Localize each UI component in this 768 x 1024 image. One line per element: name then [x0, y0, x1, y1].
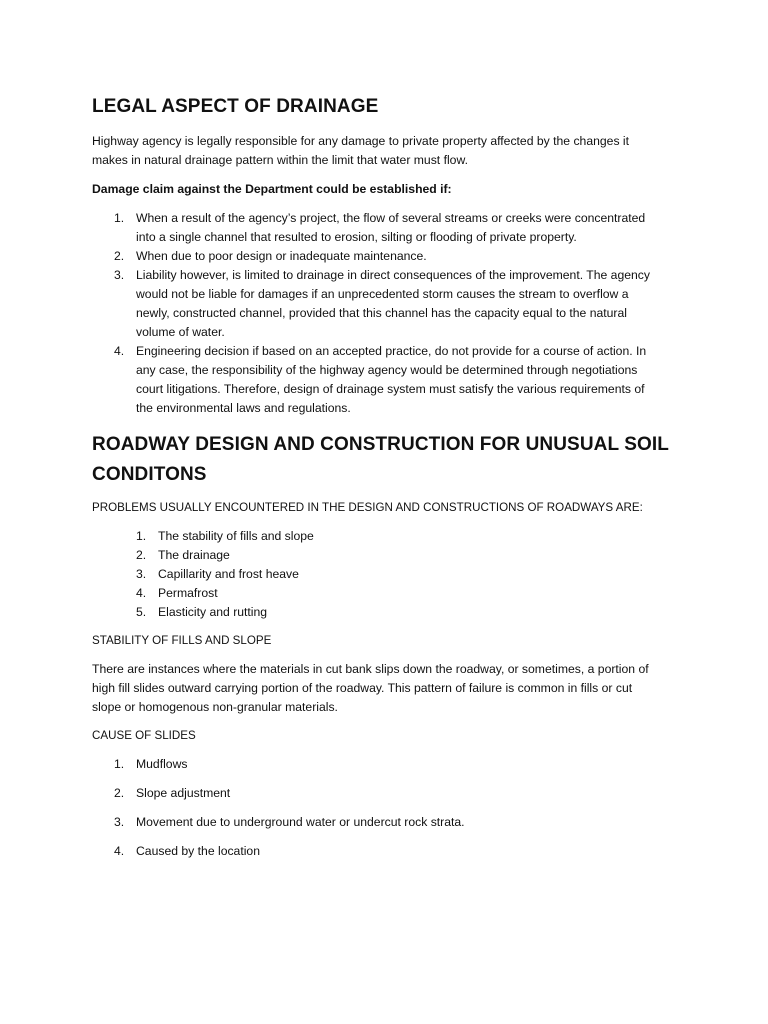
list-item	[136, 546, 676, 565]
list-item-line: Liability however, is limited to drainage in direct consequences of the improvement. The agency	[136, 268, 650, 282]
list-item-line: When due to poor design or inadequate maintenance.	[136, 249, 427, 263]
list-item-line: Engineering decision if based on an accepted practice, do not provide for a course of action. In	[136, 344, 647, 358]
list-item	[136, 584, 676, 603]
list-item-text: Mudflows	[136, 757, 188, 771]
list-item	[114, 209, 694, 247]
intro-line: Highway agency is legally responsible for any damage to private property affected by the changes it	[92, 134, 630, 148]
list-item	[136, 565, 676, 584]
list-item-line: any case, the responsibility of the highway agency would be determined through negotiations	[136, 363, 638, 377]
list-item-line: would not be liable for damages if an unprecedented storm causes the stream to overflow a	[136, 287, 629, 301]
list-item-line: volume of water.	[136, 325, 225, 339]
list-item-text: Elasticity and rutting	[158, 605, 268, 619]
cause-heading: CAUSE OF SLIDES	[92, 729, 196, 742]
list-number: 3.	[114, 815, 125, 829]
list-item	[114, 342, 694, 418]
list-number: 5.	[136, 605, 147, 619]
list-item-text: Slope adjustment	[136, 786, 231, 800]
list-number: 1.	[136, 529, 147, 543]
list-item-text: The stability of fills and slope	[158, 529, 314, 543]
list-item-line: When a result of the agency’s project, the flow of several streams or creeks were concentrated	[136, 211, 646, 225]
section-title-line: ROADWAY DESIGN AND CONSTRUCTION FOR UNUSUAL SOIL	[92, 434, 669, 455]
list-item-line: into a single channel that resulted to erosion, silting or flooding of private property.	[136, 230, 577, 244]
stability-line: high fill slides outward carrying portion of the roadway. This pattern of failure is common in fills or cut	[92, 681, 633, 695]
stability-line: slope or homogenous non-granular materials.	[92, 700, 338, 714]
list-item	[136, 603, 676, 622]
list-number: 4.	[114, 844, 125, 858]
list-item	[114, 266, 694, 342]
intro-line: makes in natural drainage pattern within the limit that water must flow.	[92, 153, 468, 167]
list-item	[114, 784, 674, 803]
list-number: 1.	[114, 211, 125, 225]
list-item	[114, 247, 694, 266]
list-item-line: newly, constructed channel, provided that this channel has the capacity equal to the natural	[136, 306, 627, 320]
list-number: 2.	[114, 249, 125, 263]
list-number: 3.	[114, 268, 125, 282]
list-item-text: Movement due to underground water or undercut rock strata.	[136, 815, 465, 829]
list-number: 2.	[114, 786, 125, 800]
list-item-line: the environmental laws and regulations.	[136, 401, 351, 415]
list-item-line: court litigations. Therefore, design of drainage system must satisfy the various requirements of	[136, 382, 645, 396]
claim-heading: Damage claim against the Department could be established if:	[92, 182, 452, 196]
list-item	[114, 813, 674, 832]
intro-paragraph	[92, 132, 692, 170]
problems-heading: PROBLEMS USUALLY ENCOUNTERED IN THE DESIGN AND CONSTRUCTIONS OF ROADWAYS ARE:	[92, 501, 643, 514]
list-item	[136, 527, 676, 546]
list-item-text: Capillarity and frost heave	[158, 567, 299, 581]
list-number: 1.	[114, 757, 125, 771]
list-number: 4.	[136, 586, 147, 600]
section-title-roadway-design	[92, 430, 712, 490]
list-number: 3.	[136, 567, 147, 581]
claim-list	[114, 209, 694, 418]
stability-paragraph	[92, 660, 712, 717]
list-item-text: Permafrost	[158, 586, 218, 600]
section-title-legal-aspect: LEGAL ASPECT OF DRAINAGE	[92, 96, 379, 117]
list-item-text: Caused by the location	[136, 844, 260, 858]
stability-heading: STABILITY OF FILLS AND SLOPE	[92, 634, 272, 647]
list-item	[114, 842, 674, 861]
list-number: 2.	[136, 548, 147, 562]
list-item	[114, 755, 674, 774]
stability-line: There are instances where the materials in cut bank slips down the roadway, or sometimes, a portion of	[92, 662, 649, 676]
problems-list	[136, 527, 676, 622]
list-item-text: The drainage	[158, 548, 230, 562]
section-title-line: CONDITONS	[92, 464, 207, 485]
causes-list	[114, 755, 674, 861]
list-number: 4.	[114, 344, 125, 358]
